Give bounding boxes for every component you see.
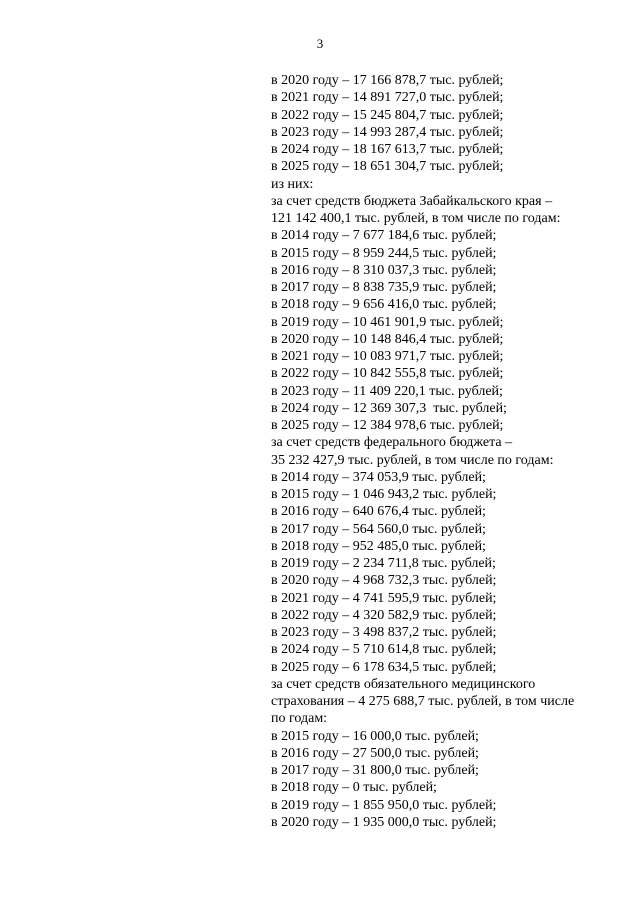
text-line: в 2018 году – 0 тыс. рублей; (271, 780, 437, 796)
text-line: в 2022 году – 4 320 582,9 тыс. рублей; (271, 607, 497, 623)
text-line: в 2019 году – 2 234 711,8 тыс. рублей; (271, 556, 496, 571)
text-line: в 2021 году – 14 891 727,0 тыс. рублей; (271, 90, 504, 106)
text-line: в 2015 году – 1 046 943,2 тыс. рублей; (271, 487, 497, 502)
text-line: в 2024 году – 12 369 307,3 тыс. рублей; (271, 400, 507, 416)
text-line: в 2022 году – 15 245 804,7 тыс. рублей; (271, 107, 504, 123)
text-line: в 2016 году – 8 310 037,3 тыс. рублей; (271, 262, 497, 278)
text-line: в 2017 году – 31 800,0 тыс. рублей; (271, 763, 479, 778)
text-line: в 2025 году – 18 651 304,7 тыс. рублей; (271, 159, 504, 175)
text-line: в 2023 году – 14 993 287,4 тыс. рублей; (271, 124, 504, 140)
text-line: в 2020 году – 17 166 878,7 тыс. рублей; (271, 73, 504, 88)
text-line: в 2024 году – 18 167 613,7 тыс. рублей; (271, 142, 504, 157)
text-line: страхования – 4 275 688,7 тыс. рублей, в том числе (271, 694, 575, 709)
text-line: в 2016 году – 640 676,4 тыс. рублей; (271, 504, 486, 520)
text-line: в 2014 году – 7 677 184,6 тыс. рублей; (271, 228, 497, 244)
text-line: в 2020 году – 1 935 000,0 тыс. рублей; (271, 814, 497, 830)
text-line: в 2019 году – 10 461 901,9 тыс. рублей; (271, 314, 504, 330)
text-line: в 2016 году – 27 500,0 тыс. рублей; (271, 745, 479, 761)
text-line: за счет средств федерального бюджета – (271, 435, 513, 451)
text-line: в 2020 году – 4 968 732,3 тыс. рублей; (271, 573, 497, 589)
text-line: в 2017 году – 8 838 735,9 тыс. рублей; (271, 280, 497, 295)
text-line: в 2019 году – 1 855 950,0 тыс. рублей; (271, 797, 497, 813)
text-line: в 2014 году – 374 053,9 тыс. рублей; (271, 469, 486, 485)
text-line: в 2021 году – 10 083 971,7 тыс. рублей; (271, 349, 504, 364)
text-line: в 2025 году – 12 384 978,6 тыс. рублей; (271, 418, 504, 433)
text-line: из них: (271, 176, 314, 192)
text-line: за счет средств обязательного медицинского (271, 676, 536, 692)
document-body (271, 72, 611, 831)
text-line: в 2023 году – 11 409 220,1 тыс. рублей; (271, 383, 503, 399)
text-line: за счет средств бюджета Забайкальского края – (271, 193, 553, 209)
text-line: в 2015 году – 8 959 244,5 тыс. рублей; (271, 245, 497, 261)
text-line: по годам: (271, 711, 328, 727)
text-line: в 2018 году – 9 656 416,0 тыс. рублей; (271, 297, 497, 313)
text-line: в 2025 году – 6 178 634,5 тыс. рублей; (271, 659, 497, 675)
text-line: в 2021 году – 4 741 595,9 тыс. рублей; (271, 590, 497, 606)
text-line: 35 232 427,9 тыс. рублей, в том числе по годам: (271, 452, 554, 468)
text-line: 121 142 400,1 тыс. рублей, в том числе по годам: (271, 211, 561, 226)
text-line: в 2015 году – 16 000,0 тыс. рублей; (271, 728, 479, 744)
text-line: в 2023 году – 3 498 837,2 тыс. рублей; (271, 625, 497, 640)
page-number: 3 (316, 36, 324, 51)
text-line: в 2018 году – 952 485,0 тыс. рублей; (271, 538, 486, 554)
text-line: в 2024 году – 5 710 614,8 тыс. рублей; (271, 642, 497, 658)
text-line: в 2017 году – 564 560,0 тыс. рублей; (271, 521, 486, 537)
text-line: в 2020 году – 10 148 846,4 тыс. рублей; (271, 331, 504, 347)
text-line: в 2022 году – 10 842 555,8 тыс. рублей; (271, 366, 504, 382)
